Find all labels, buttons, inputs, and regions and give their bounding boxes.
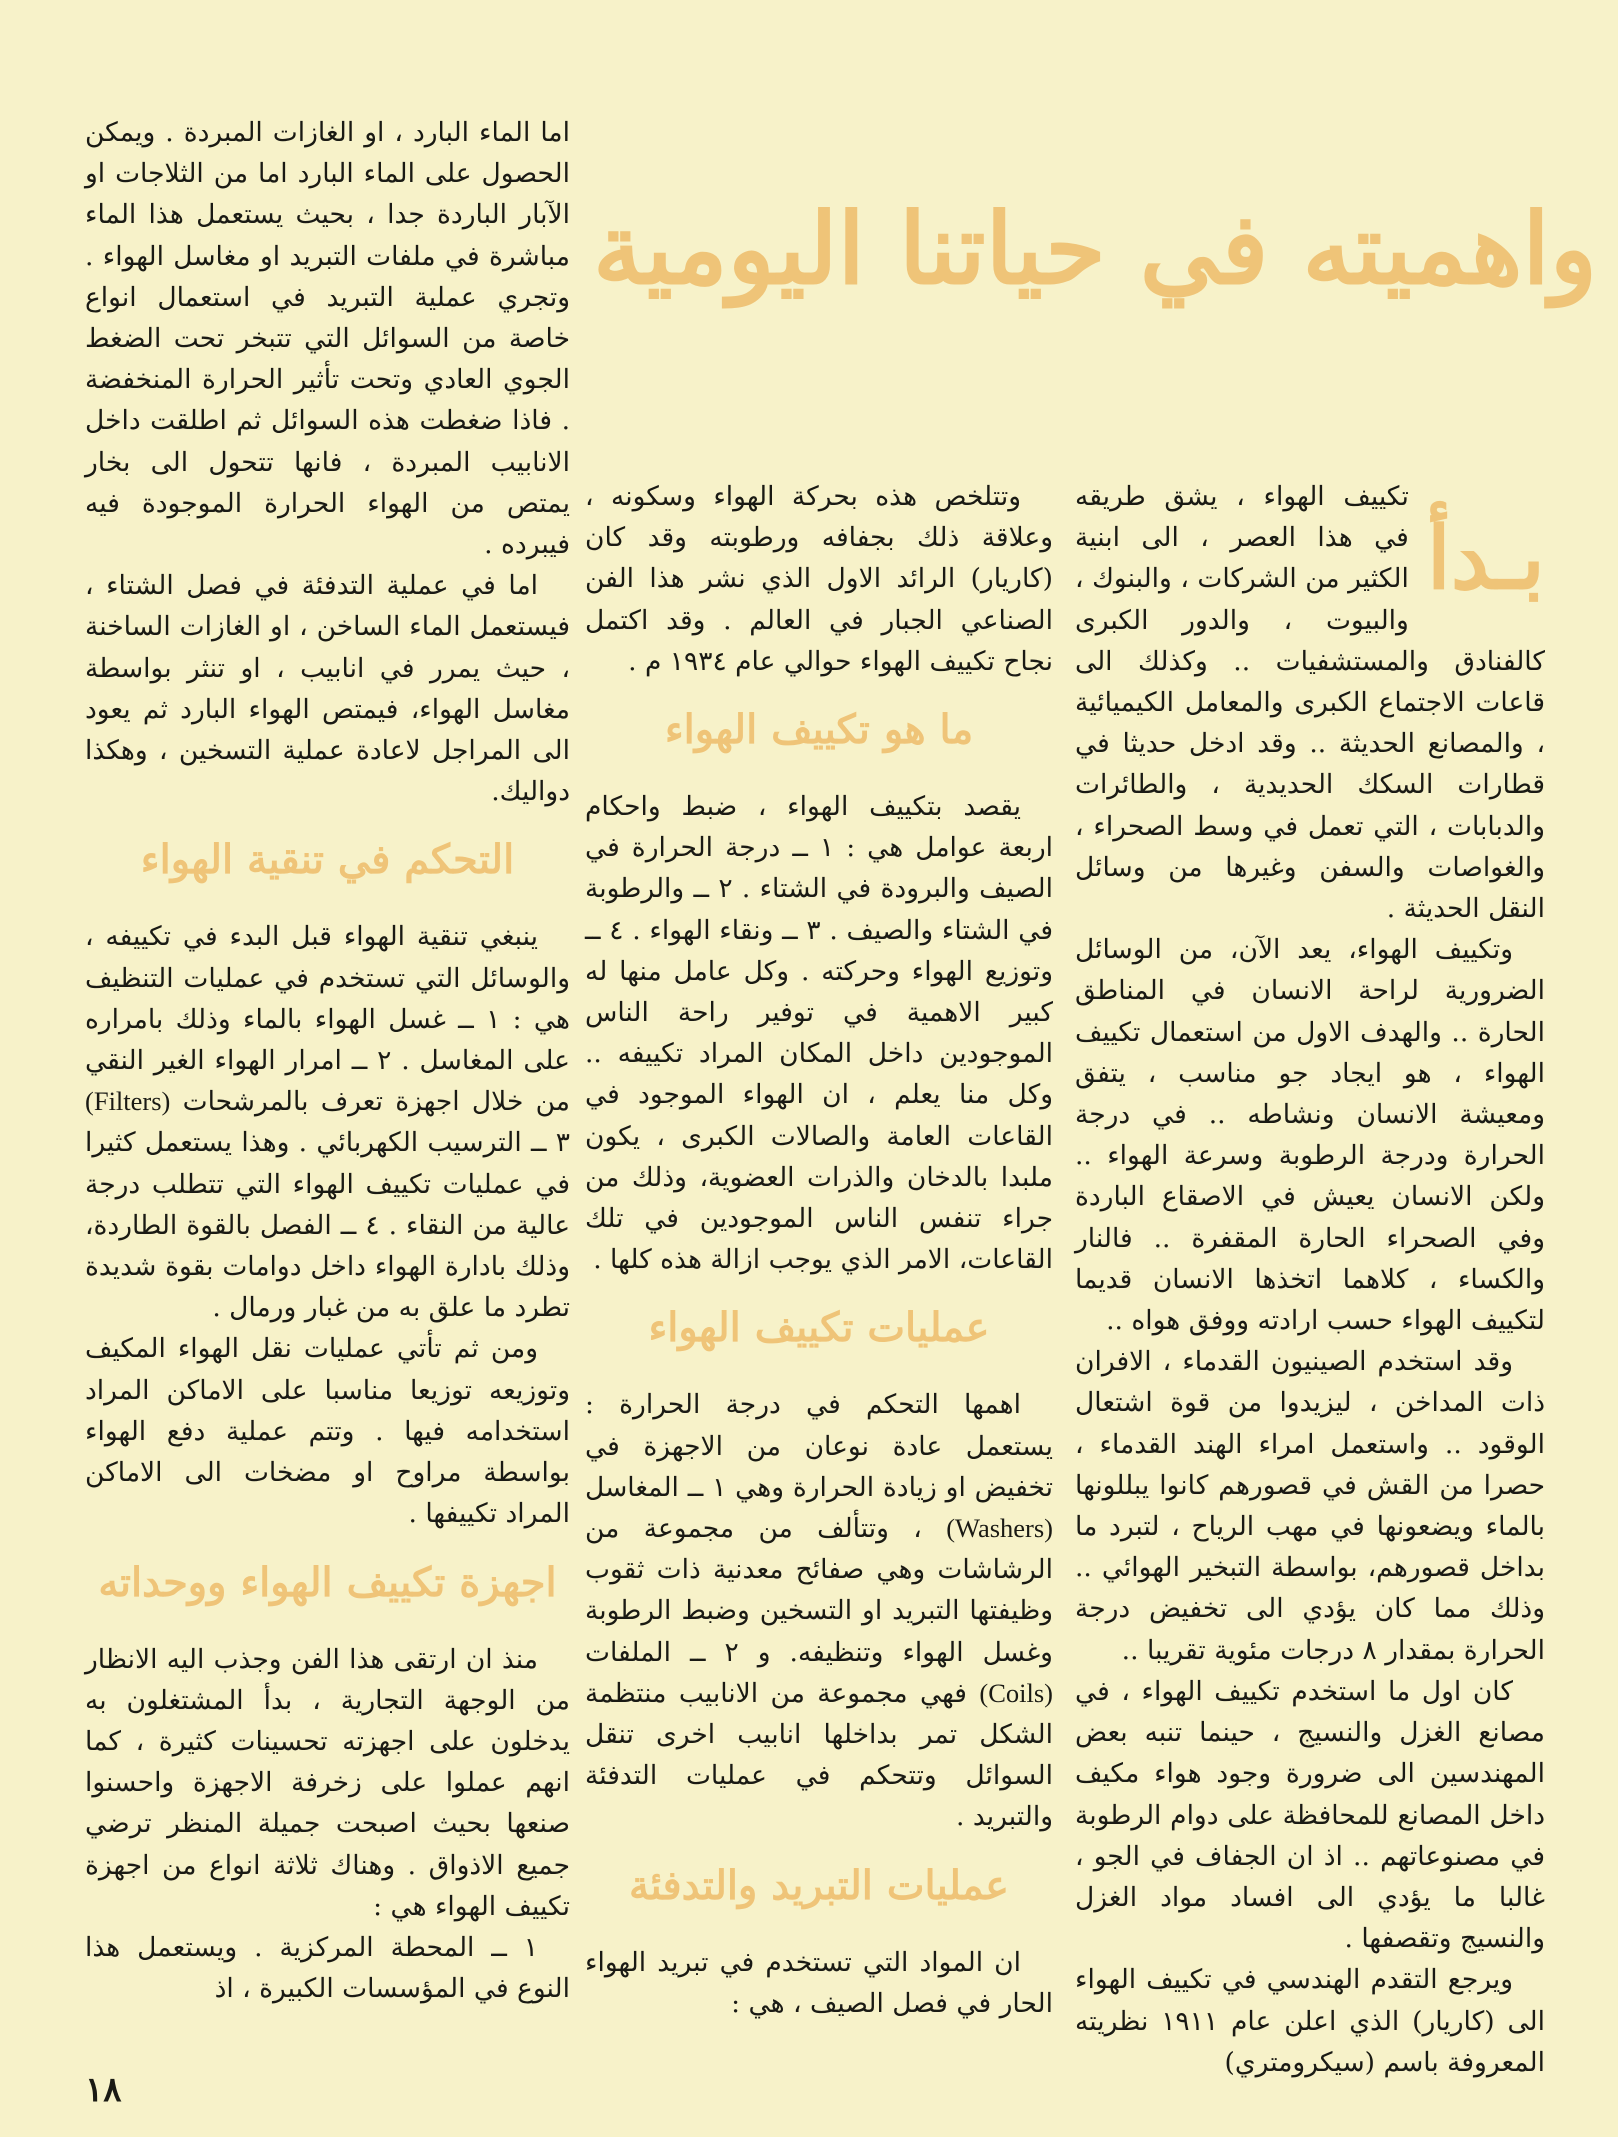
paragraph: يقصد بتكييف الهواء ، ضبط واحكام اربعة عوامل هي : ١ ــ درجة الحرارة في الصيف والبرودة في الشتاء . ٢ ــ والرطوبة في الشتاء والصيف . ٣ ــ ونقاء الهواء . ٤ ــ وتوزيع الهواء وحركته . وكل عامل منها له كبير الاهمية في توفير راحة الناس الموجودين داخل المكان المراد تكييفه .. وكل منا يعلم ، ان الهواء الموجود في القاعات العامة والصالات الكبرى ، يكون ملبدا بالدخان والذرات العضوية، وذلك من جراء تنفس الناس الموجودين في تلك القاعات، الامر الذي يوجب ازالة هذه كلها . bbox=[585, 791, 1054, 1276]
article-title: واهميته في حياتنا اليومية bbox=[592, 192, 1598, 307]
term-coils: (Coils) bbox=[979, 1677, 1053, 1708]
paragraph: منذ ان ارتقى هذا الفن وجذب اليه الانظار من الوجهة التجارية ، بدأ المشتغلون به يدخلون على اجهزته تحسينات كثيرة ، كما انهم عملوا على زخرفة الاجهزة واحسنوا صنعها بحيث اصبحت جميلة المنظر ترضي جميع الاذواق . وهناك ثلاثة انواع من اجهزة تكييف الهواء هي : bbox=[85, 1643, 570, 1922]
column-right bbox=[1075, 476, 1545, 2083]
section-heading: عمليات تكييف الهواء bbox=[648, 1304, 990, 1352]
term-filters: (Filters) bbox=[85, 1086, 171, 1117]
text-run: فهي مجموعة من الانابيب منتظمة الشكل تمر بداخلها انابيب اخرى تنقل السوائل وتتحكم في عمليات التدفئة والتبريد . bbox=[585, 1677, 1053, 1833]
column-middle bbox=[585, 476, 1053, 2024]
paragraph: وتكييف الهواء، يعد الآن، من الوسائل الضرورية لراحة الانسان في المناطق الحارة .. والهدف الاول من استعمال تكييف الهواء ، هو ايجاد جو مناسب ، يتفق ومعيشة الانسان ونشاطه .. في درجة الحرارة ودرجة الرطوبة وسرعة الهواء .. ولكن الانسان يعيش في الاصقاع الباردة وفي الصحراء الحارة المقفرة .. فالنار والكساء ، كلاهما اتخذها الانسان قديما لتكييف الهواء حسب ارادته ووفق هواه .. bbox=[1075, 934, 1545, 1337]
paragraph: اما الماء البارد ، او الغازات المبردة . ويمكن الحصول على الماء البارد اما من الثلاجات او الآبار الباردة جدا ، بحيث يستعمل هذا الماء مباشرة في ملفات التبريد او مغاسل الهواء . وتجري عملية التبريد في استعمال انواع خاصة من السوائل التي تتبخر تحت الضغط الجوي العادي وتحت تأثير الحرارة المنخفضة . فاذا ضغطت هذه السوائل ثم اطلقت داخل الانابيب المبردة ، فانها تتحول الى بخار يمتص من الهواء الحرارة الموجودة فيه فيبرده . bbox=[85, 117, 570, 561]
paragraph: وقد استخدم الصينيون القدماء ، الافران ذات المداخن ، ليزيدوا من قوة اشتعال الوقود .. واستعمل امراء الهند القدماء ، حصرا من القش في قصورهم كانوا يبللونها بالماء ويضعونها في مهب الرياح ، لتبرد ما بداخل قصورهم، بواسطة التبخير الهوائي .. وذلك مما كان يؤدي الى تخفيض درجة الحرارة بمقدار ٨ درجات مئوية تقريبا .. bbox=[1075, 1346, 1545, 1666]
paragraph: ويرجع التقدم الهندسي في تكييف الهواء الى (كاريار) الذي اعلن عام ١٩١١ نظريته المعروفة باسم (سيكرومتري) bbox=[1075, 1964, 1545, 2078]
paragraph: تكييف الهواء ، يشق طريقه في هذا العصر ، الى ابنية الكثير من الشركات ، والبنوك ، والبيوت ، والدور الكبرى كالفنادق والمستشفيات .. وكذلك الى قاعات الاجتماع الكبرى والمعامل الكيميائية ، والمصانع الحديثة .. وقد ادخل حديثا في قطارات السكك الحديدية ، والطائرات والدبابات ، التي تعمل في وسط الصحراء ، والغواصات والسفن وغيرها من وسائل النقل الحديثة . bbox=[1075, 481, 1545, 925]
paragraph: ان المواد التي تستخدم في تبريد الهواء الحار في فصل الصيف ، هي : bbox=[585, 1946, 1053, 2019]
section-heading: ما هو تكييف الهواء bbox=[664, 706, 974, 754]
section-heading: التحكم في تنقية الهواء bbox=[140, 836, 515, 884]
paragraph: كان اول ما استخدم تكييف الهواء ، في مصانع الغزل والنسيج ، حينما تنبه بعض المهندسين الى ضرورة وجود هواء مكيف داخل المصانع للمحافظة على دوام الرطوبة في مصنوعاتهم .. اذ ان الجفاف في الجو ، غالبا ما يؤدي الى افساد مواد الغزل والنسيج وتقصفها . bbox=[1075, 1675, 1545, 1955]
paragraph bbox=[85, 916, 570, 1328]
column-left bbox=[85, 112, 570, 2009]
paragraph bbox=[585, 1384, 1053, 1837]
paragraph: ومن ثم تأتي عمليات نقل الهواء المكيف وتوزيعه توزيعا مناسبا على الاماكن المراد استخدامه فيها . وتتم عملية دفع الهواء بواسطة مراوح او مضخات الى الاماكن المراد تكييفها . bbox=[85, 1333, 570, 1530]
text-run: ، وتتألف من مجموعة من الرشاشات وهي صفائح معدنية ذات ثقوب وظيفتها التبريد او التسخين وضبط الرطوبة وغسل الهواء وتنظيفه. و ٢ ــ الملفات bbox=[585, 1513, 1053, 1668]
paragraph: اما في عملية التدفئة في فصل الشتاء ، فيستعمل الماء الساخن ، او الغازات الساخنة ، حيث يمرر في انابيب ، او تنثر بواسطة مغاسل الهواء، فيمتص الهواء البارد ثم يعود الى المراجل لاعادة عملية التسخين ، وهكذا دواليك. bbox=[85, 570, 570, 808]
paragraph: وتتلخص هذه بحركة الهواء وسكونه ، وعلاقة ذلك بجفافه ورطوبته وقد كان (كاريار) الرائد الاول الذي نشر هذا الفن الصناعي الجبار في العالم . وقد اكتمل نجاح تكييف الهواء حوالي عام ١٩٣٤ م . bbox=[585, 481, 1053, 677]
term-washers: (Washers) bbox=[946, 1513, 1053, 1544]
section-heading: اجهزة تكييف الهواء ووحداته bbox=[98, 1558, 557, 1606]
text-run: اهمها التحكم في درجة الحرارة : يستعمل عادة نوعان من الاجهزة في تخفيض او زيادة الحرارة وهي ١ ــ المغاسل bbox=[585, 1389, 1054, 1503]
text-run: ٣ ــ الترسيب الكهربائي . وهذا يستعمل كثيرا في عمليات تكييف الهواء التي تتطلب درجة عالية من النقاء . ٤ ــ الفصل بالقوة الطاردة، وذلك بادارة الهواء داخل دوامات بقوة شديدة تطرد ما علق به من غبار ورمال . bbox=[85, 1127, 570, 1324]
page-number: ١٨ bbox=[85, 2070, 122, 2110]
paragraph: ١ ــ المحطة المركزية . ويستعمل هذا النوع في المؤسسات الكبيرة ، اذ bbox=[85, 1931, 570, 2005]
section-heading: عمليات التبريد والتدفئة bbox=[629, 1861, 1009, 1909]
drop-cap: بـدأ bbox=[1426, 508, 1545, 609]
text-run: ينبغي تنقية الهواء قبل البدء في تكييفه ، والوسائل التي تستخدم في عمليات التنظيف هي : ١ ــ غسل الهواء بالماء وذلك بامراره على المغاسل . ٢ ــ امرار الهواء الغير النقي من خلال اجهزة تعرف بالمرشحات bbox=[85, 921, 570, 1118]
